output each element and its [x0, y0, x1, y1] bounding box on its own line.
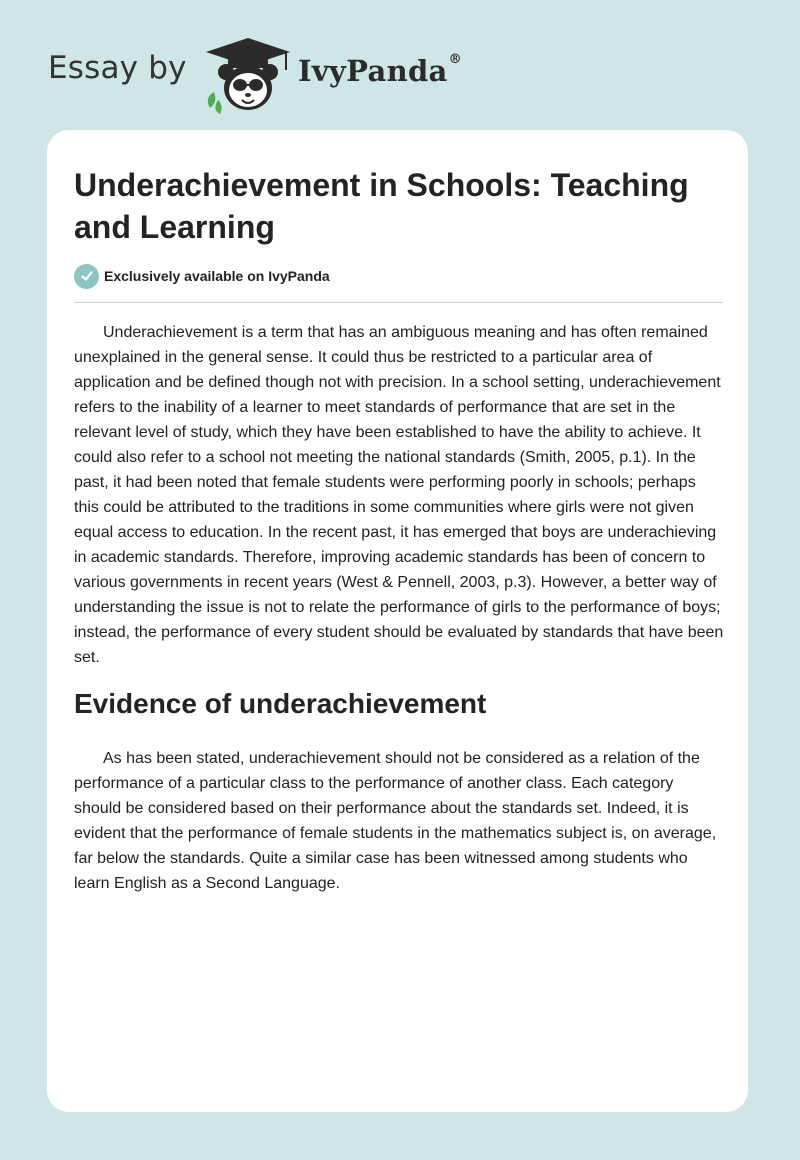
brand-name: IvyPanda®: [298, 52, 462, 88]
page-title: Underachievement in Schools: Teaching and Learning: [74, 167, 689, 245]
panda-graduate-icon: [200, 36, 296, 114]
section-heading: Evidence of underachievement: [74, 688, 487, 719]
exclusive-badge: [74, 263, 330, 289]
essay-card: [47, 130, 748, 1112]
body-paragraph: As has been stated, underachievement should not be considered as a relation of the performance of a particular class to the performance of another class. Each category should be considered based on their performance about the standards set. Indeed, it is evident that the performance of female students in the mathematics subject is, on average, far below the standards. Quite a similar case has been witnessed among students who learn English as a Second Language.: [74, 750, 717, 892]
check-icon: [74, 264, 99, 289]
body-paragraph: Underachievement is a term that has an ambiguous meaning and has often remained unexplained in the general sense. It could thus be restricted to a particular area of application and be defined though not with precision. In a school setting, underachievement refers to the inability of a learner to meet standards of performance that are set in the relevant level of study, which they have been established to have the ability to achieve. It could also refer to a school not meeting the national standards (Smith, 2005, p.1). In the past, it had been noted that female students were performing poorly in schools; perhaps this could be attributed to the traditions in some communities where girls were not given equal access to education. In the recent past, it has emerged that boys are underachieving in academic standards. Therefore, improving academic standards has been of concern to various governments in recent years (West & Pennell, 2003, p.3). However, a better way of understanding the issue is not to relate the performance of girls to the performance of boys; instead, the performance of every student should be evaluated by standards that have been set.: [74, 324, 724, 666]
registered-mark: ®: [448, 52, 462, 67]
site-header: [48, 30, 528, 110]
divider: [74, 302, 723, 303]
badge-text: Exclusively available on IvyPanda: [104, 268, 330, 284]
essay-by-label: Essay by: [48, 50, 187, 86]
